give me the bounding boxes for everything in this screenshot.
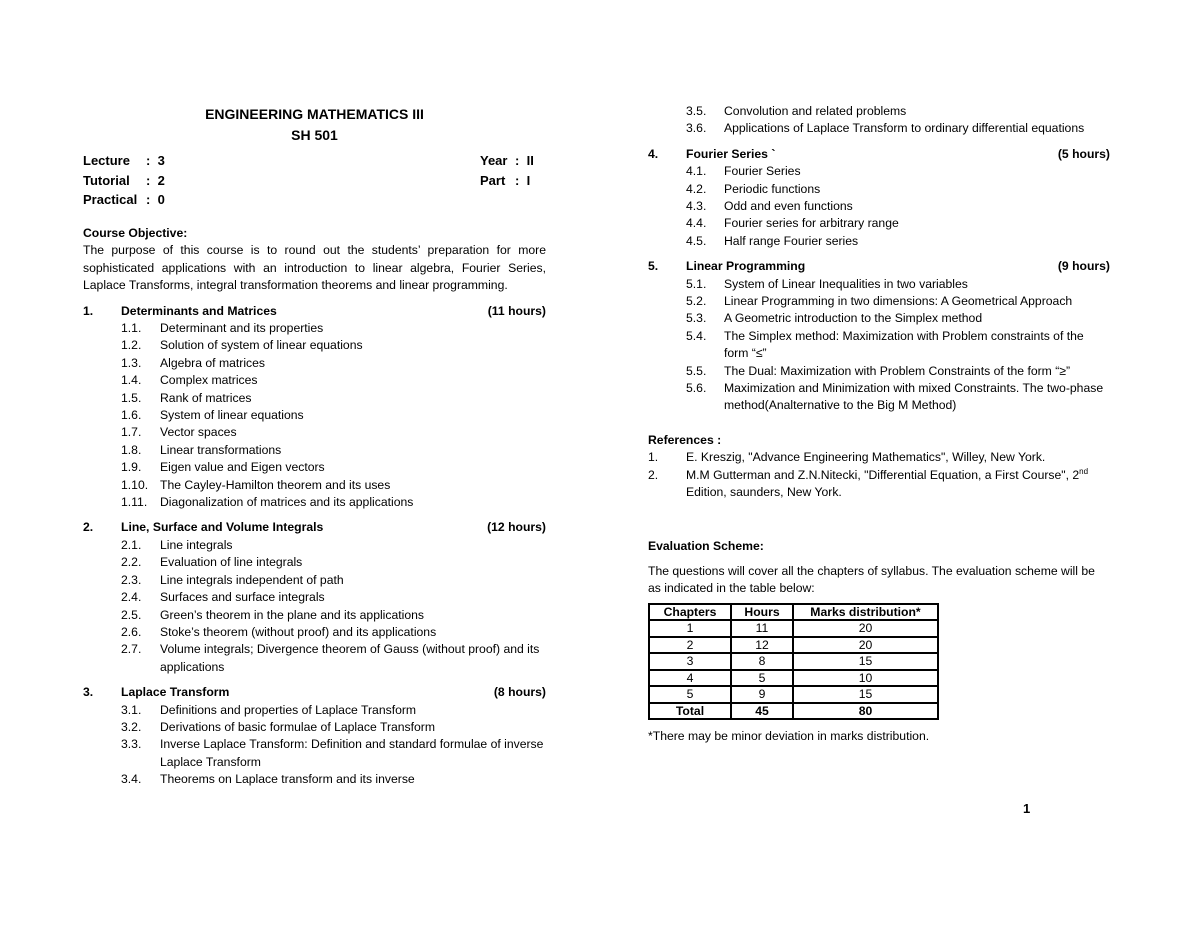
list-item: 1.6. System of linear equations	[121, 408, 304, 423]
left-column	[83, 104, 546, 789]
column-header: Marks distribution*	[793, 604, 938, 621]
section-hours: (5 hours)	[1057, 146, 1110, 161]
part-label: Part	[480, 172, 506, 188]
table-total-row: Total 45 80	[649, 703, 938, 720]
list-item: 2.4. Surfaces and surface integrals	[121, 590, 325, 605]
list-item: 4.2. Periodic functions	[686, 181, 821, 196]
table-row: 4 5 10	[649, 670, 938, 687]
year-label: Year	[480, 153, 508, 168]
practical-label: Practical	[83, 192, 138, 207]
evaluation-heading: Evaluation Scheme:	[648, 538, 764, 553]
list-item: 5.3. A Geometric introduction to the Simplex method	[686, 311, 983, 326]
practical-value: 0	[157, 192, 165, 207]
section-title: Laplace Transform	[121, 685, 230, 700]
list-item: 4.4. Fourier series for arbitrary range	[686, 216, 899, 231]
section-title: Line, Surface and Volume Integrals	[121, 520, 324, 535]
section-2: 2. Line, Surface and Volume Integrals (12 hours) 2.1. Line integrals 2.2. Evaluation of line integrals 2.3. Line integrals independent of path 2.4. Surfaces and surface integrals 2.5. Green’s theorem in the plane and its applications 2.6. Stoke’s theorem (without proof) and its applications 2.7. Volume integrals; Divergence theorem of Gauss (without proof) and its applications	[83, 519, 546, 676]
list-item: 2.3. Line integrals independent of path	[121, 572, 344, 587]
list-item: 1.4. Complex matrices	[121, 373, 258, 388]
section-hours: (9 hours)	[1057, 259, 1110, 274]
table-row: 3 8 15	[649, 653, 938, 670]
section-hours: (11 hours)	[487, 303, 546, 318]
list-item: 5.2. Linear Programming in two dimensions: A Geometrical Approach	[686, 294, 1073, 309]
list-item: 5.1. System of Linear Inequalities in two variables	[686, 276, 968, 291]
year-value: II	[526, 153, 534, 168]
evaluation-note: *There may be minor deviation in marks distribution.	[648, 729, 930, 744]
section-hours: (8 hours)	[493, 685, 546, 700]
section-4: 4. Fourier Series ` (5 hours) 4.1. Fourier Series 4.2. Periodic functions 4.3. Odd and even functions 4.4. Fourier series for arbitrary range 4.5. Half range Fourier series	[648, 146, 1110, 250]
list-item: 2.1. Line integrals	[121, 537, 233, 552]
section-1: 1. Determinants and Matrices (11 hours) 1.1. Determinant and its properties 1.2. Solution of system of linear equations 1.3. Algebra of matrices 1.4. Complex matrices 1.5. Rank of matrices 1.6. System of linear equations 1.7. Vector spaces 1.8. Linear transformations 1.9. Eigen value and Eigen vectors 1.10. The Cayley-Hamilton theorem and its uses 1.11. Diagonalization of matrices and its applications	[83, 303, 546, 512]
section-hours: (12 hours)	[487, 520, 546, 535]
column-header: Chapters	[649, 604, 731, 621]
list-item: 1.10. The Cayley-Hamilton theorem and its uses	[121, 477, 391, 492]
list-item: 3.5. Convolution and related problems	[686, 104, 907, 118]
reference-item: 2. M.M Gutterman and Z.N.Nitecki, "Differential Equation, a First Course", 2nd Edition, saunders, New York.	[648, 466, 1089, 500]
course-title: ENGINEERING MATHEMATICS III	[205, 106, 424, 122]
list-item: 5.5. The Dual: Maximization with Problem Constraints of the form “≥”	[686, 363, 1071, 378]
list-item: 1.2. Solution of system of linear equations	[121, 338, 363, 353]
section-title: Fourier Series `	[686, 146, 776, 161]
course-info: Lecture : 3 Tutorial : 2 Practical : 0 Year : II Part : I	[83, 151, 546, 209]
lecture-value: 3	[157, 153, 165, 168]
list-item: 5.4. The Simplex method: Maximization with Problem constraints of the form “≤”	[686, 328, 1084, 361]
list-item: 1.5. Rank of matrices	[121, 390, 252, 405]
list-item: 1.8. Linear transformations	[121, 442, 282, 457]
part-value: I	[526, 172, 531, 188]
table-row: 2 12 20	[649, 637, 938, 654]
list-item: 1.3. Algebra of matrices	[121, 355, 265, 370]
table-row: 5 9 15	[649, 686, 938, 703]
list-item: 3.6. Applications of Laplace Transform to ordinary differential equations	[686, 121, 1085, 136]
objective-heading: Course Objective:	[83, 226, 188, 240]
list-item: 3.3. Inverse Laplace Transform: Definition and standard formulae of inverse Laplace Transform	[121, 737, 544, 769]
list-item: 4.3. Odd and even functions	[686, 199, 853, 214]
evaluation-text: The questions will cover all the chapters of syllabus. The evaluation scheme will be as indicated in the table below:	[648, 563, 1095, 596]
list-item: 2.7. Volume integrals; Divergence theorem of Gauss (without proof) and its applications	[121, 642, 540, 674]
section-3: 3. Laplace Transform (8 hours) 3.1. Definitions and properties of Laplace Transform 3.2. Derivations of basic formulae of Laplace Transform 3.3. Inverse Laplace Transform: Definition and standard formulae of inverse Laplace Transform 3.4. Theorems on Laplace transform and its inverse	[83, 684, 546, 788]
section-title: Determinants and Matrices	[121, 303, 277, 318]
list-item: 3.1. Definitions and properties of Laplace Transform	[121, 702, 417, 717]
tutorial-value: 2	[157, 172, 165, 188]
right-column	[648, 103, 1110, 746]
reference-item: 1. E. Kreszig, "Advance Engineering Mathematics", Willey, New York.	[648, 450, 1046, 465]
course-code: SH 501	[291, 127, 338, 143]
list-item: 4.5. Half range Fourier series	[686, 233, 859, 248]
page-number: 1	[1023, 801, 1031, 816]
list-item: 2.2. Evaluation of line integrals	[121, 555, 303, 570]
list-item: 5.6. Maximization and Minimization with mixed Constraints. The two-phase method(Analternative to the Big M Method)	[686, 381, 1104, 413]
lecture-label: Lecture	[83, 153, 130, 168]
list-item: 1.1. Determinant and its properties	[121, 321, 324, 336]
list-item: 2.5. Green’s theorem in the plane and its applications	[121, 607, 425, 622]
list-item: 1.11. Diagonalization of matrices and its applications	[121, 495, 414, 510]
list-item: 4.1. Fourier Series	[686, 164, 801, 179]
marks-table	[648, 603, 939, 721]
list-item: 2.6. Stoke’s theorem (without proof) and its applications	[121, 624, 437, 639]
section-title: Linear Programming	[686, 259, 806, 274]
objective-text: The purpose of this course is to round out the students’ preparation for more sophisticated applications with an introduction to linear algebra, Fourier Series, Laplace Transforms, integral transformation theorems and linear programming.	[83, 243, 546, 293]
list-item: 1.7. Vector spaces	[121, 425, 237, 440]
table-header-row	[649, 604, 938, 621]
list-item: 3.4. Theorems on Laplace transform and its inverse	[121, 772, 415, 787]
tutorial-label: Tutorial	[83, 172, 130, 188]
list-item: 3.2. Derivations of basic formulae of Laplace Transform	[121, 719, 436, 734]
column-header: Hours	[731, 604, 793, 621]
table-row: 1 11 20	[649, 620, 938, 637]
section-5: 5. Linear Programming (9 hours) 5.1. System of Linear Inequalities in two variables 5.2. Linear Programming in two dimensions: A Geometrical Approach 5.3. A Geometric introduction to the Simplex method 5.4. The Simplex method: Maximization with Problem constraints of the form “≤” 5.5. The Dual: Maximization with Problem Constraints of the form “≥” 5.6. Maximization and Minimization with mixed Constraints. The two-phase method(Analternative to the Big M Method)	[648, 258, 1110, 415]
references-heading: References :	[648, 432, 722, 447]
list-item: 1.9. Eigen value and Eigen vectors	[121, 460, 325, 475]
